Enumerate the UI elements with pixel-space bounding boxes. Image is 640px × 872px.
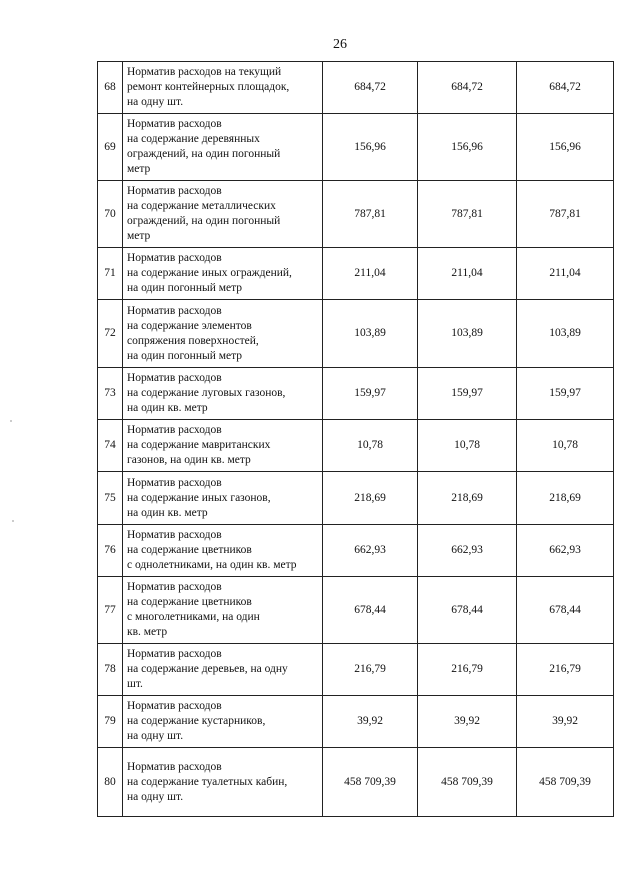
norm-description xyxy=(123,577,323,644)
norm-value-year-2: 159,97 xyxy=(418,368,517,420)
norm-description-line: на содержание цветников xyxy=(127,544,252,556)
norm-description-line: на содержание иных газонов, xyxy=(127,491,271,504)
norm-value-year-1: 159,97 xyxy=(323,368,418,420)
norm-description-line: метр xyxy=(127,163,151,175)
row-number: 72 xyxy=(98,300,123,368)
norm-description xyxy=(123,525,323,577)
norm-description-line: на содержание деревянных xyxy=(127,133,260,145)
row-number: 69 xyxy=(98,114,123,181)
row-number: 70 xyxy=(98,181,123,248)
table-row xyxy=(98,525,614,577)
norm-value-year-2: 218,69 xyxy=(418,472,517,525)
norm-description-line: на содержание луговых газонов, xyxy=(127,387,286,399)
row-number: 76 xyxy=(98,525,123,577)
norm-value-year-3: 39,92 xyxy=(517,696,614,748)
norm-value-year-1: 39,92 xyxy=(323,696,418,748)
norm-description-line: на содержание мавританских xyxy=(127,439,271,451)
norm-description xyxy=(123,300,323,368)
norm-description-line: на содержание деревьев, на одну xyxy=(127,663,288,675)
norm-value-year-2: 787,81 xyxy=(418,181,517,248)
norm-description-line: Норматив расходов xyxy=(127,476,222,489)
norm-description-line: Норматив расходов xyxy=(127,529,222,541)
norm-value-year-1: 787,81 xyxy=(323,181,418,248)
norm-description-line: метр xyxy=(127,230,151,242)
norm-description-line: газонов, на один кв. метр xyxy=(127,454,251,466)
norm-value-year-3: 678,44 xyxy=(517,577,614,644)
norm-description xyxy=(123,748,323,817)
norm-value-year-3: 662,93 xyxy=(517,525,614,577)
norm-description-line: на один погонный метр xyxy=(127,349,243,362)
table-row xyxy=(98,114,614,181)
table-row xyxy=(98,644,614,696)
table-row xyxy=(98,181,614,248)
table-row xyxy=(98,62,614,114)
norm-description-line: кв. метр xyxy=(127,626,168,638)
norm-description-line: на один кв. метр xyxy=(127,402,208,414)
norm-description-line: шт. xyxy=(127,678,143,690)
norm-value-year-1: 678,44 xyxy=(323,577,418,644)
norm-value-year-2: 662,93 xyxy=(418,525,517,577)
norm-value-year-1: 218,69 xyxy=(323,472,418,525)
row-number: 68 xyxy=(98,62,123,114)
row-number: 74 xyxy=(98,420,123,472)
norm-description xyxy=(123,62,323,114)
norm-description xyxy=(123,420,323,472)
table-row xyxy=(98,577,614,644)
norm-description-line: Норматив расходов xyxy=(127,760,222,773)
norm-value-year-3: 10,78 xyxy=(517,420,614,472)
table-row xyxy=(98,696,614,748)
scan-speck xyxy=(10,420,12,422)
norm-description-line: на содержание туалетных кабин, xyxy=(127,775,288,788)
norm-description-line: на один погонный метр xyxy=(127,282,243,294)
table-row xyxy=(98,420,614,472)
norm-value-year-3: 684,72 xyxy=(517,62,614,114)
row-number: 73 xyxy=(98,368,123,420)
scan-speck xyxy=(12,520,14,522)
norm-description-line: на одну шт. xyxy=(127,96,184,108)
norm-value-year-1: 216,79 xyxy=(323,644,418,696)
norm-description-line: на содержание цветников xyxy=(127,596,252,608)
norm-description-line: на содержание кустарников, xyxy=(127,715,266,727)
norm-value-year-3: 216,79 xyxy=(517,644,614,696)
norm-description-line: Норматив расходов xyxy=(127,252,222,264)
norm-description-line: на содержание элементов xyxy=(127,319,252,332)
norm-value-year-1: 662,93 xyxy=(323,525,418,577)
norm-description-line: на один кв. метр xyxy=(127,506,208,519)
norm-description-line: Норматив расходов xyxy=(127,424,222,436)
norm-description-line: Норматив расходов xyxy=(127,304,222,317)
norm-description-line: ограждений, на один погонный xyxy=(127,148,281,160)
norm-value-year-3: 787,81 xyxy=(517,181,614,248)
row-number: 75 xyxy=(98,472,123,525)
norm-description-line: Норматив расходов xyxy=(127,118,222,130)
norm-description-line: на содержание иных ограждений, xyxy=(127,267,292,279)
norm-description-line: Норматив расходов xyxy=(127,372,222,384)
norm-value-year-1: 156,96 xyxy=(323,114,418,181)
norms-table-body xyxy=(98,62,614,817)
norm-description xyxy=(123,368,323,420)
table-row xyxy=(98,472,614,525)
norm-value-year-3: 156,96 xyxy=(517,114,614,181)
norm-description-line: Норматив расходов xyxy=(127,700,222,712)
page-number: 26 xyxy=(333,37,347,52)
norm-value-year-1: 103,89 xyxy=(323,300,418,368)
norm-value-year-2: 678,44 xyxy=(418,577,517,644)
norm-value-year-3: 103,89 xyxy=(517,300,614,368)
norm-value-year-1: 684,72 xyxy=(323,62,418,114)
table-row xyxy=(98,248,614,300)
norm-value-year-2: 156,96 xyxy=(418,114,517,181)
norm-description xyxy=(123,248,323,300)
norm-description xyxy=(123,114,323,181)
norm-description-line: Норматив расходов на текущий xyxy=(127,66,282,78)
norm-description xyxy=(123,472,323,525)
norm-description-line: ремонт контейнерных площадок, xyxy=(127,81,290,93)
norm-description-line: на одну шт. xyxy=(127,790,184,803)
row-number: 77 xyxy=(98,577,123,644)
table-row xyxy=(98,748,614,817)
norms-table xyxy=(97,61,614,817)
table-row xyxy=(98,368,614,420)
norm-value-year-2: 103,89 xyxy=(418,300,517,368)
row-number: 80 xyxy=(98,748,123,817)
norm-value-year-3: 211,04 xyxy=(517,248,614,300)
norm-value-year-2: 10,78 xyxy=(418,420,517,472)
norm-description xyxy=(123,181,323,248)
row-number: 71 xyxy=(98,248,123,300)
norm-description-line: Норматив расходов xyxy=(127,185,222,197)
norm-description-line: Норматив расходов xyxy=(127,648,222,660)
norm-description-line: на содержание металлических xyxy=(127,200,276,212)
norm-value-year-2: 211,04 xyxy=(418,248,517,300)
table-row xyxy=(98,300,614,368)
norm-description-line: сопряжения поверхностей, xyxy=(127,334,259,347)
norm-description-line: Норматив расходов xyxy=(127,581,222,593)
norm-value-year-3: 458 709,39 xyxy=(517,748,614,817)
row-number: 78 xyxy=(98,644,123,696)
row-number: 79 xyxy=(98,696,123,748)
norm-description xyxy=(123,644,323,696)
norm-description-line: с однолетниками, на один кв. метр xyxy=(127,559,297,571)
norm-value-year-2: 39,92 xyxy=(418,696,517,748)
norm-value-year-1: 211,04 xyxy=(323,248,418,300)
norm-value-year-3: 218,69 xyxy=(517,472,614,525)
norm-description xyxy=(123,696,323,748)
norm-value-year-1: 10,78 xyxy=(323,420,418,472)
norm-value-year-2: 216,79 xyxy=(418,644,517,696)
norm-description-line: с многолетниками, на один xyxy=(127,611,260,623)
norm-value-year-3: 159,97 xyxy=(517,368,614,420)
norm-value-year-2: 684,72 xyxy=(418,62,517,114)
norm-description-line: на одну шт. xyxy=(127,730,184,742)
norm-value-year-1: 458 709,39 xyxy=(323,748,418,817)
norm-value-year-2: 458 709,39 xyxy=(418,748,517,817)
norm-description-line: ограждений, на один погонный xyxy=(127,215,281,227)
